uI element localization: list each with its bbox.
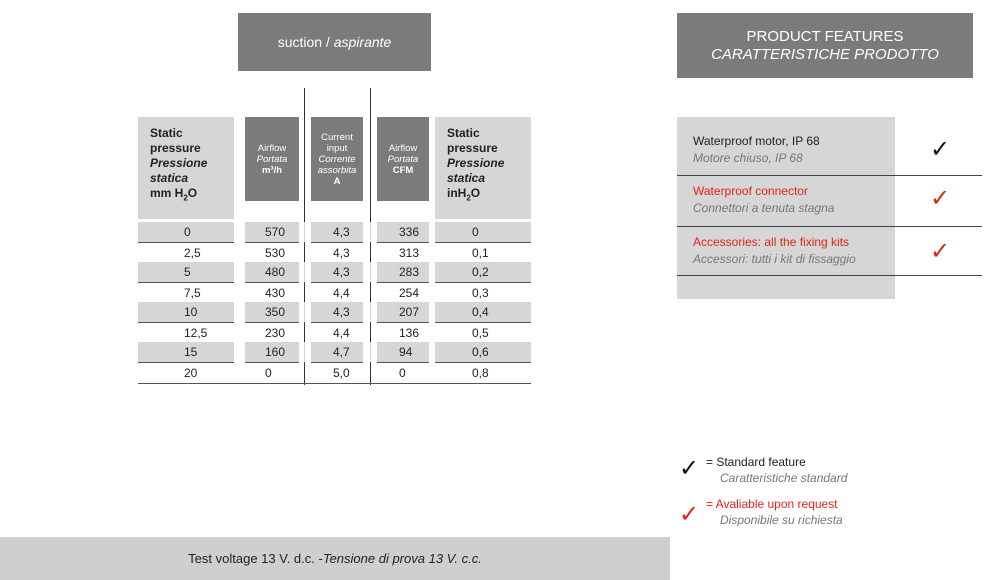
cell-airflow-cfm: 94 <box>399 345 413 359</box>
legend-label: = Avaliable upon request <box>706 497 838 511</box>
table-row <box>138 242 531 262</box>
cell-current: 4,4 <box>333 326 350 340</box>
cell-airflow-m3h: 530 <box>265 246 286 260</box>
test-voltage-footer <box>0 537 670 580</box>
suction-header <box>238 13 431 71</box>
cell-static-in: 0,1 <box>472 246 489 260</box>
cell-static-in: 0,4 <box>472 305 489 319</box>
table-bottom-border <box>138 383 531 384</box>
check-icon: ✓ <box>679 501 700 528</box>
cell-airflow-m3h: 230 <box>265 326 286 340</box>
cell-airflow-m3h: 160 <box>265 345 286 359</box>
cell-current: 4,3 <box>333 225 350 239</box>
check-icon: ✓ <box>930 185 951 212</box>
table-row <box>138 282 531 302</box>
header-text: Airflow <box>388 142 418 154</box>
table-row <box>138 342 531 362</box>
table-row <box>138 322 531 342</box>
cell-current: 4,3 <box>333 246 350 260</box>
suction-label-it: aspirante <box>333 34 392 50</box>
feature-label: Waterproof connector <box>693 184 808 198</box>
cell-current: 4,4 <box>333 286 350 300</box>
header-text: Current <box>321 131 353 143</box>
header-subscript: 2 <box>183 193 188 203</box>
header-text: Portata <box>256 153 288 165</box>
header-text: mm H <box>150 186 184 200</box>
header-text: pressure <box>447 141 498 155</box>
cell-current: 4,3 <box>333 265 350 279</box>
cell-current: 4,3 <box>333 305 350 319</box>
feature-label-it: Connettori a tenuta stagna <box>693 201 835 215</box>
cell-static-mm: 10 <box>184 305 198 319</box>
legend-standard <box>706 454 847 486</box>
cell-static-mm: 2,5 <box>184 246 201 260</box>
feature-divider <box>677 175 982 176</box>
header-text: statica <box>447 171 486 185</box>
footer-text-it: Tensione di prova 13 V. c.c. <box>322 551 482 566</box>
cell-static-in: 0,6 <box>472 345 489 359</box>
cell-airflow-cfm: 336 <box>399 225 420 239</box>
cell-airflow-m3h: 570 <box>265 225 286 239</box>
feature-label: Accessories: all the fixing kits <box>693 235 850 249</box>
header-text: Airflow <box>257 142 287 154</box>
cell-static-mm: 7,5 <box>184 286 201 300</box>
column-gap <box>429 222 435 384</box>
header-text: Corrente <box>318 153 356 165</box>
header-text: assorbita <box>317 164 357 176</box>
header-subscript: 2 <box>466 193 471 203</box>
cell-airflow-m3h: 480 <box>265 265 286 279</box>
header-text: Static <box>150 126 183 140</box>
cell-static-mm: 20 <box>184 366 198 380</box>
header-text: Static <box>447 126 480 140</box>
column-gap <box>234 222 245 384</box>
legend-label-it: Caratteristiche standard <box>720 471 848 485</box>
cell-static-mm: 15 <box>184 345 198 359</box>
column-gap <box>371 222 377 384</box>
cell-airflow-cfm: 313 <box>399 246 420 260</box>
legend-label: = Standard feature <box>706 455 806 469</box>
feature-label-it: Accessori: tutti i kit di fissaggio <box>693 252 856 266</box>
check-icon: ✓ <box>679 455 700 482</box>
cell-static-in: 0,5 <box>472 326 489 340</box>
cell-airflow-cfm: 0 <box>399 366 406 380</box>
header-text: statica <box>150 171 189 185</box>
cell-airflow-cfm: 136 <box>399 326 420 340</box>
cell-static-mm: 12,5 <box>184 326 208 340</box>
cell-airflow-cfm: 283 <box>399 265 420 279</box>
cell-static-in: 0,8 <box>472 366 489 380</box>
cell-static-in: 0,3 <box>472 286 489 300</box>
header-airflow-cfm <box>377 117 429 201</box>
cell-airflow-m3h: 430 <box>265 286 286 300</box>
feature-label: Waterproof motor, IP 68 <box>693 134 820 148</box>
table-row <box>138 362 531 382</box>
product-features-title: PRODUCT FEATURES <box>746 27 904 45</box>
header-static-pressure-inh2o <box>435 117 531 219</box>
cell-static-in: 0 <box>472 225 479 239</box>
cell-current: 4,7 <box>333 345 350 359</box>
header-text: Pressione <box>447 156 505 170</box>
header-text: O <box>470 186 481 200</box>
cell-airflow-cfm: 207 <box>399 305 420 319</box>
header-text: A <box>333 175 341 187</box>
column-gap <box>299 222 304 384</box>
feature-item <box>693 133 820 167</box>
header-text: inH <box>447 186 467 200</box>
product-features-title-it: CARATTERISTICHE PRODOTTO <box>711 45 939 63</box>
cell-current: 5,0 <box>333 366 350 380</box>
feature-divider <box>677 275 982 276</box>
cell-airflow-m3h: 0 <box>265 366 272 380</box>
feature-item <box>693 183 834 217</box>
legend-request <box>706 496 843 528</box>
check-icon: ✓ <box>930 238 951 265</box>
table-row <box>138 262 531 282</box>
header-text: Portata <box>387 153 419 165</box>
header-text: m³/h <box>261 164 283 176</box>
cell-airflow-cfm: 254 <box>399 286 420 300</box>
legend-label-it: Disponibile su richiesta <box>720 513 843 527</box>
header-static-pressure-mm <box>138 117 234 219</box>
column-gap <box>363 222 370 384</box>
header-text: O <box>187 186 198 200</box>
cell-static-in: 0,2 <box>472 265 489 279</box>
feature-divider <box>677 226 982 227</box>
column-gap <box>305 222 311 384</box>
header-current-input <box>311 117 363 201</box>
table-row <box>138 302 531 322</box>
feature-item <box>693 234 856 268</box>
header-text: Pressione <box>150 156 208 170</box>
feature-label-it: Motore chiuso, IP 68 <box>693 151 803 165</box>
footer-text: Test voltage 13 V. d.c. - <box>188 551 323 566</box>
product-features-header <box>677 13 973 78</box>
header-text: input <box>326 142 348 154</box>
cell-static-mm: 0 <box>184 225 191 239</box>
cell-airflow-m3h: 350 <box>265 305 286 319</box>
cell-static-mm: 5 <box>184 265 191 279</box>
suction-label: suction / <box>277 34 330 50</box>
header-text: CFM <box>392 164 414 176</box>
header-text: pressure <box>150 141 201 155</box>
check-icon: ✓ <box>930 136 951 163</box>
table-row <box>138 222 531 242</box>
header-airflow-m3h <box>245 117 299 201</box>
